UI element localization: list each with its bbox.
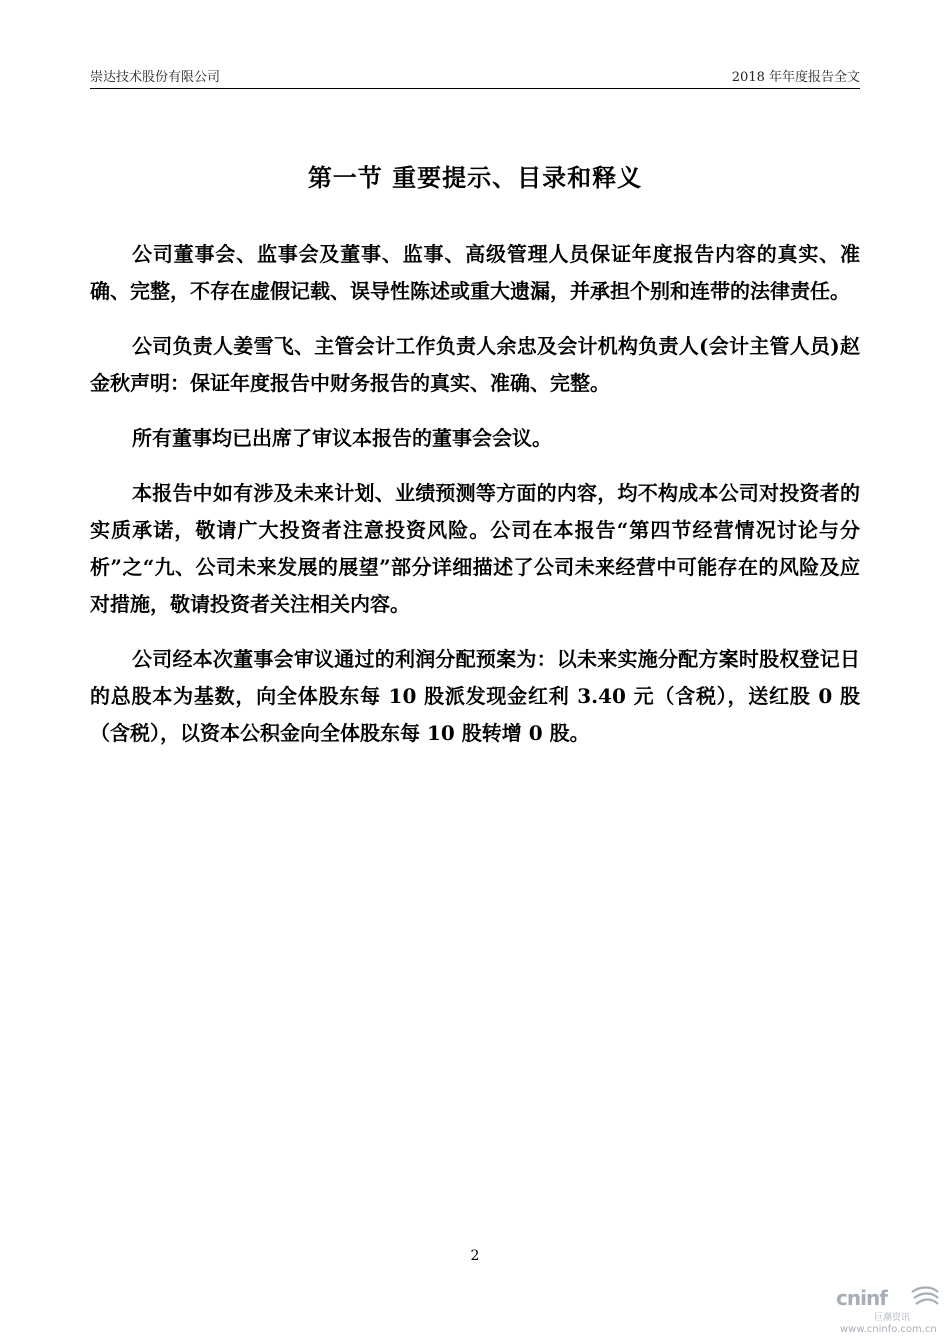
paragraph-risk-notice: 本报告中如有涉及未来计划、业绩预测等方面的内容，均不构成本公司对投资者的实质承诺，敬请广大投资者注意投资风险。公司在本报告“第四节经营情况讨论与分析”之“九、公司未来发展的展望”部分详细描述了公司未来经营中可能存在的风险及应对措施，敬请投资者关注相关内容。 [90, 481, 860, 616]
watermark-cn-name: 巨潮资讯 [874, 1313, 911, 1323]
watermark-brand: cninf [836, 1286, 887, 1310]
paragraph-profit-distribution: 公司经本次董事会审议通过的利润分配预案为：以未来实施分配方案时股权登记日的总股本为基数，向全体股东每 10 股派发现金红利 3.40 元（含税），送红股 0 股（含税），以资本公积金向全体股东每 10 股转增 0 股。 [90, 647, 860, 745]
page-number: 2 [470, 1248, 480, 1264]
cninfo-watermark [824, 1284, 944, 1340]
document-body [90, 236, 860, 770]
paragraph-responsibility: 公司董事会、监事会及董事、监事、高级管理人员保证年度报告内容的真实、准确、完整，不存在虚假记载、误导性陈述或重大遗漏，并承担个别和连带的法律责任。 [90, 242, 860, 303]
watermark-url: www.cninfo.com.cn [840, 1324, 937, 1335]
header-report-title: 2018 年年度报告全文 [731, 70, 860, 85]
paragraph-attendance: 所有董事均已出席了审议本报告的董事会会议。 [132, 426, 552, 450]
page-header [90, 66, 860, 88]
section-title: 第一节 重要提示、目录和释义 [307, 163, 643, 192]
header-company: 崇达技术股份有限公司 [90, 70, 221, 85]
header-divider [90, 88, 860, 89]
paragraph-declaration: 公司负责人姜雪飞、主管会计工作负责人余忠及会计机构负责人(会计主管人员)赵金秋声明：保证年度报告中财务报告的真实、准确、完整。 [90, 334, 860, 395]
